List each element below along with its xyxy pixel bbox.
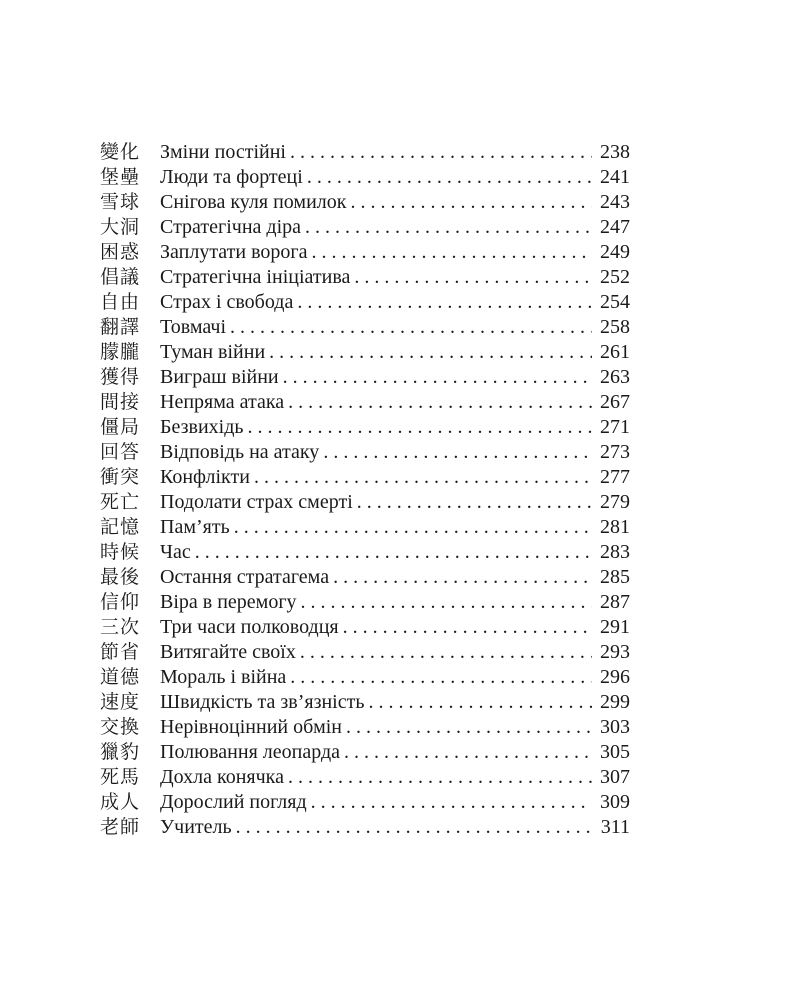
page-number: 281 [600, 516, 630, 538]
toc-entry[interactable] [100, 490, 630, 515]
chinese-characters: 回答 [100, 441, 141, 463]
chapter-title: Страх і свобода [160, 291, 294, 313]
page-number: 283 [600, 541, 630, 563]
chapter-title: Остання стратагема [160, 566, 330, 588]
page-number: 285 [600, 566, 630, 588]
chinese-characters: 老師 [100, 816, 141, 838]
page-number: 252 [600, 266, 630, 288]
page-number: 271 [600, 416, 630, 438]
toc-entry[interactable] [100, 715, 630, 740]
toc-entry[interactable] [100, 315, 630, 340]
page-number: 305 [600, 741, 630, 763]
dot-leader [290, 140, 592, 165]
chinese-characters: 變化 [100, 141, 141, 163]
toc-entry[interactable] [100, 140, 630, 165]
chinese-characters: 朦朧 [100, 341, 141, 363]
toc-entry[interactable] [100, 415, 630, 440]
chinese-characters: 記憶 [100, 516, 141, 538]
dot-leader [307, 165, 592, 190]
page-number: 291 [600, 616, 630, 638]
chapter-title: Дорослий погляд [160, 791, 307, 813]
dot-leader [288, 390, 592, 415]
page-number: 249 [600, 241, 630, 263]
chapter-title: Конфлікти [160, 466, 250, 488]
chapter-title: Час [160, 541, 191, 563]
chinese-characters: 自由 [100, 291, 141, 313]
dot-leader [301, 590, 592, 615]
dot-leader [230, 315, 592, 340]
page-number: 287 [600, 591, 630, 613]
chapter-title: Нерівноцінний обмін [160, 716, 342, 738]
page-number: 247 [600, 216, 630, 238]
dot-leader [368, 690, 592, 715]
page-number: 238 [600, 141, 630, 163]
toc-entry[interactable] [100, 765, 630, 790]
chinese-characters: 三次 [100, 616, 141, 638]
toc-entry[interactable] [100, 165, 630, 190]
chinese-characters: 衝突 [100, 466, 141, 488]
dot-leader [323, 440, 592, 465]
page-number: 263 [600, 366, 630, 388]
dot-leader [290, 665, 592, 690]
chapter-title: Відповідь на атаку [160, 441, 320, 463]
toc-entry[interactable] [100, 690, 630, 715]
chinese-characters: 獵豹 [100, 741, 141, 763]
dot-leader [312, 240, 593, 265]
chapter-title: Швидкість та зв’язність [160, 691, 365, 713]
chapter-title: Пам’ять [160, 516, 230, 538]
dot-leader [354, 265, 592, 290]
toc-entry[interactable] [100, 665, 630, 690]
page-number: 277 [600, 466, 630, 488]
chinese-characters: 交換 [100, 716, 141, 738]
chapter-title: Подолати страх смерті [160, 491, 353, 513]
chapter-title: Дохла конячка [160, 766, 284, 788]
dot-leader [195, 540, 592, 565]
page-number: 311 [600, 816, 630, 838]
chinese-characters: 最後 [100, 566, 141, 588]
page-number: 309 [600, 791, 630, 813]
page-number: 293 [600, 641, 630, 663]
chinese-characters: 死亡 [100, 491, 141, 513]
page-number: 273 [600, 441, 630, 463]
dot-leader [311, 790, 592, 815]
chinese-characters: 倡議 [100, 266, 141, 288]
page-number: 258 [600, 316, 630, 338]
chapter-title: Віра в перемогу [160, 591, 297, 613]
toc-entry[interactable] [100, 440, 630, 465]
chapter-title: Безвихідь [160, 416, 244, 438]
chapter-title: Заплутати ворога [160, 241, 308, 263]
toc-entry[interactable] [100, 515, 630, 540]
dot-leader [248, 415, 592, 440]
dot-leader [254, 465, 592, 490]
page-number: 303 [600, 716, 630, 738]
dot-leader [283, 365, 592, 390]
table-of-contents [100, 140, 630, 840]
toc-entry[interactable] [100, 565, 630, 590]
toc-entry[interactable] [100, 390, 630, 415]
page-number: 261 [600, 341, 630, 363]
toc-entry[interactable] [100, 540, 630, 565]
page-number: 243 [600, 191, 630, 213]
chinese-characters: 道德 [100, 666, 141, 688]
dot-leader [350, 190, 592, 215]
chapter-title: Три часи полководця [160, 616, 339, 638]
dot-leader [305, 215, 592, 240]
chinese-characters: 大洞 [100, 216, 141, 238]
dot-leader [234, 515, 592, 540]
toc-entry[interactable] [100, 265, 630, 290]
dot-leader [333, 565, 592, 590]
chinese-characters: 僵局 [100, 416, 141, 438]
chapter-title: Витягайте своїх [160, 641, 296, 663]
chinese-characters: 速度 [100, 691, 141, 713]
dot-leader [357, 490, 592, 515]
chapter-title: Люди та фортеці [160, 166, 303, 188]
chinese-characters: 獲得 [100, 366, 141, 388]
chinese-characters: 時候 [100, 541, 141, 563]
chinese-characters: 翻譯 [100, 316, 141, 338]
chapter-title: Стратегічна ініціатива [160, 266, 351, 288]
chapter-title: Зміни постійні [160, 141, 286, 163]
page-number: 279 [600, 491, 630, 513]
dot-leader [344, 740, 592, 765]
page-number: 267 [600, 391, 630, 413]
toc-entry[interactable] [100, 215, 630, 240]
chapter-title: Туман війни [160, 341, 266, 363]
toc-entry[interactable] [100, 240, 630, 265]
toc-entry[interactable] [100, 615, 630, 640]
page-number: 241 [600, 166, 630, 188]
toc-entry[interactable] [100, 815, 630, 840]
chinese-characters: 堡壘 [100, 166, 141, 188]
chapter-title: Товмачі [160, 316, 227, 338]
page-number: 296 [600, 666, 630, 688]
chapter-title: Полювання леопарда [160, 741, 340, 763]
toc-entry[interactable] [100, 190, 630, 215]
dot-leader [288, 765, 592, 790]
chapter-title: Учитель [160, 816, 232, 838]
chapter-title: Мораль і війна [160, 666, 287, 688]
chinese-characters: 間接 [100, 391, 141, 413]
chinese-characters: 困惑 [100, 241, 141, 263]
dot-leader [300, 640, 592, 665]
page-number: 307 [600, 766, 630, 788]
page-number: 299 [600, 691, 630, 713]
chapter-title: Виграш війни [160, 366, 279, 388]
toc-entry[interactable] [100, 590, 630, 615]
chapter-title: Снігова куля помилок [160, 191, 347, 213]
chinese-characters: 死馬 [100, 766, 141, 788]
chinese-characters: 節省 [100, 641, 141, 663]
chinese-characters: 雪球 [100, 191, 141, 213]
toc-entry[interactable] [100, 365, 630, 390]
toc-entry[interactable] [100, 640, 630, 665]
dot-leader [343, 615, 592, 640]
toc-entry[interactable] [100, 340, 630, 365]
toc-entry[interactable] [100, 740, 630, 765]
dot-leader [236, 815, 592, 840]
toc-entry[interactable] [100, 290, 630, 315]
chinese-characters: 信仰 [100, 591, 141, 613]
chapter-title: Непряма атака [160, 391, 285, 413]
chinese-characters: 成人 [100, 791, 141, 813]
toc-entry[interactable] [100, 465, 630, 490]
dot-leader [269, 340, 592, 365]
dot-leader [346, 715, 592, 740]
page-number: 254 [600, 291, 630, 313]
dot-leader [297, 290, 592, 315]
chapter-title: Стратегічна діра [160, 216, 302, 238]
toc-entry[interactable] [100, 790, 630, 815]
